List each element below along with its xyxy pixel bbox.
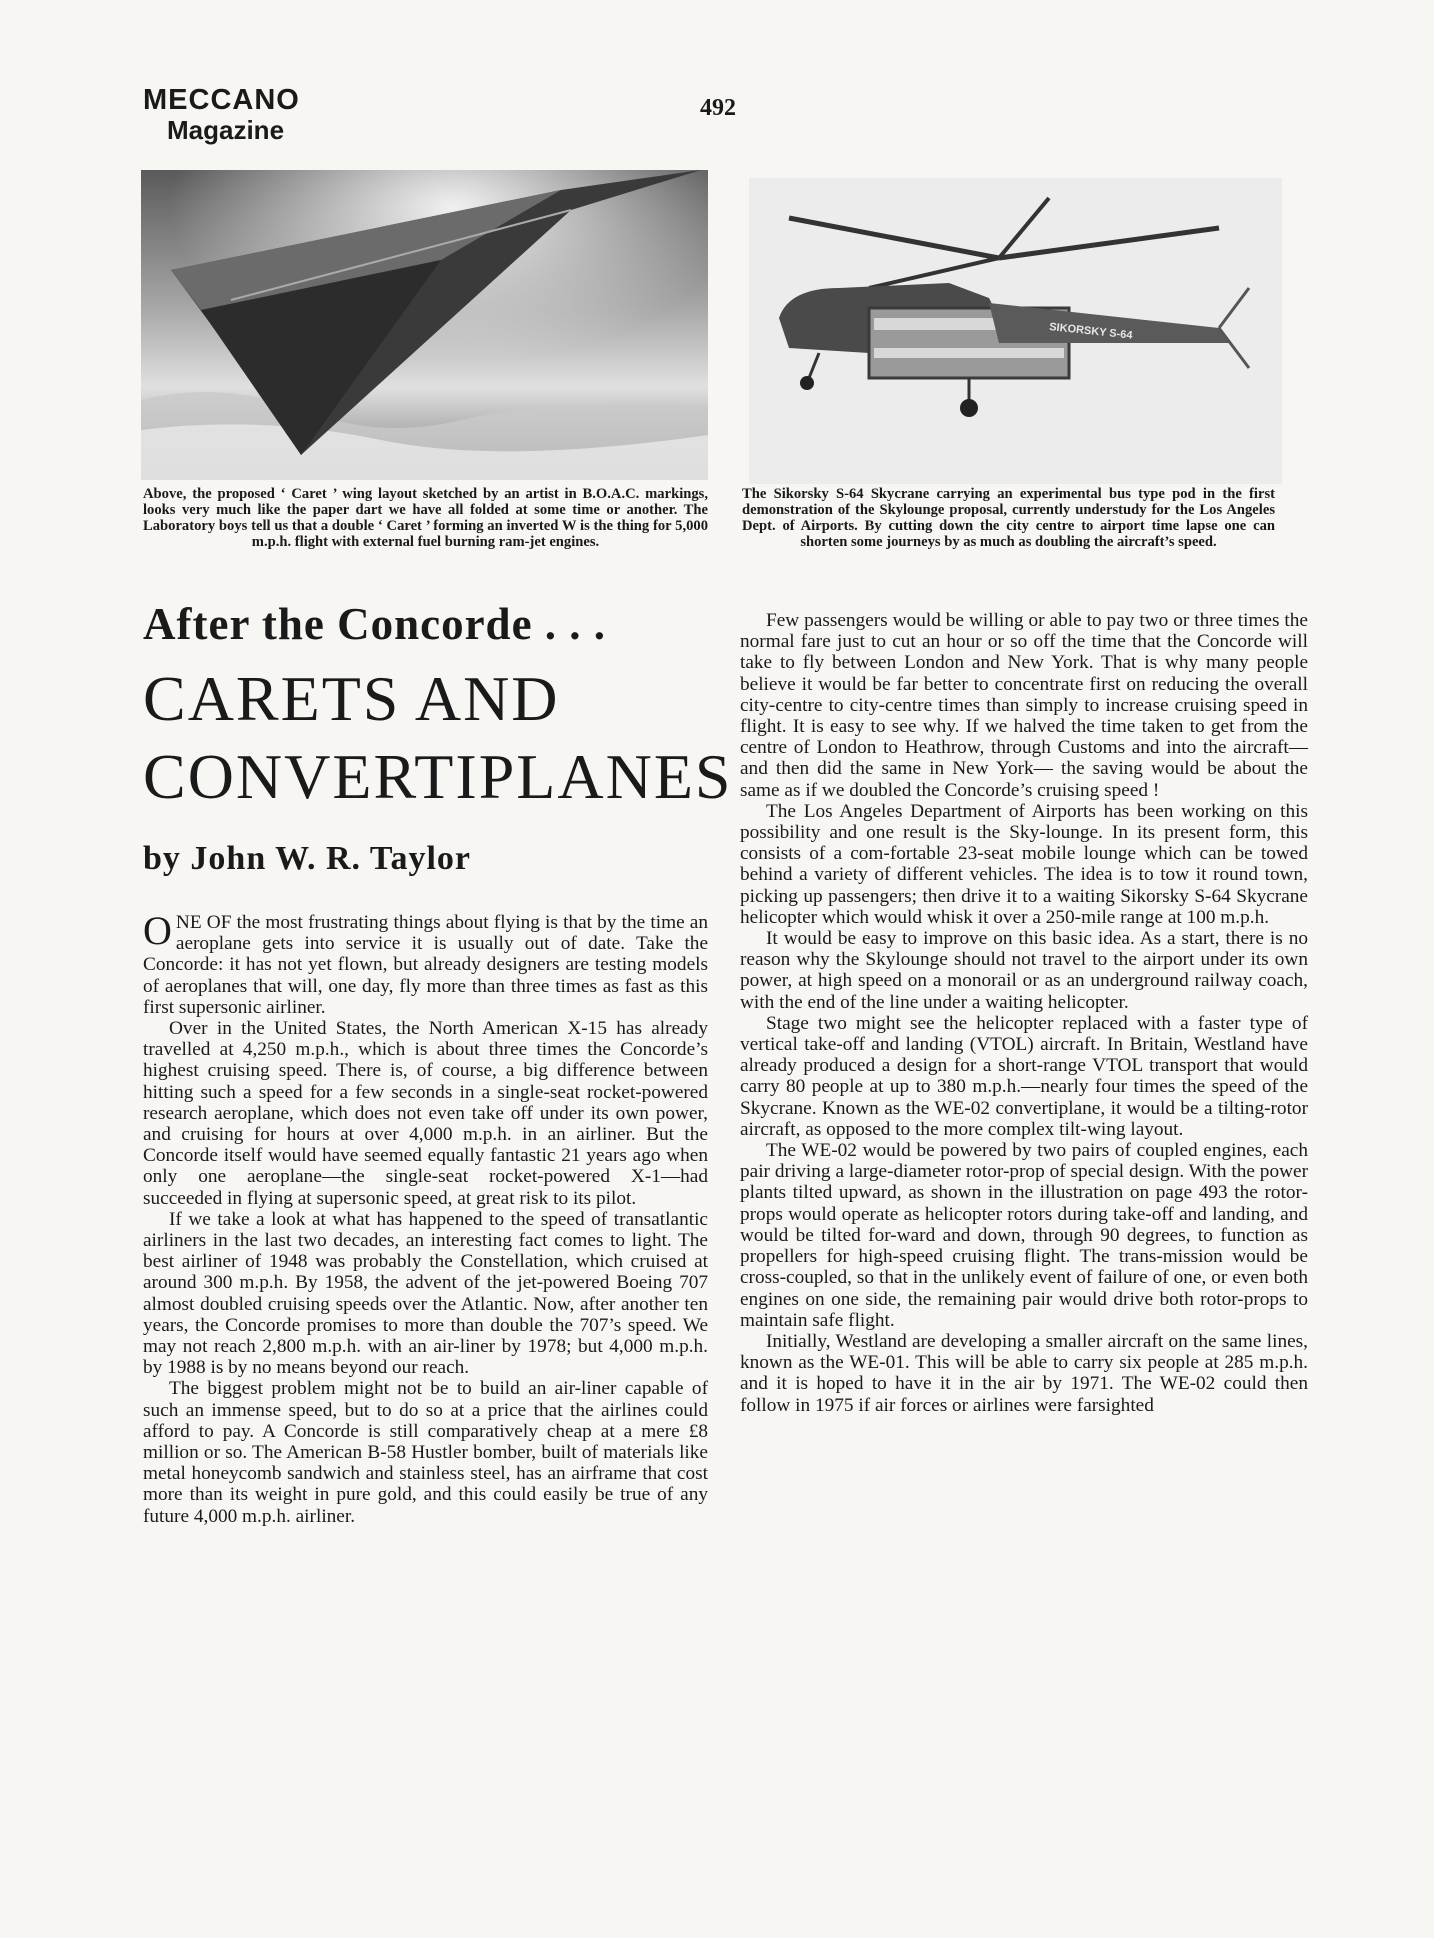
article-headline: [143, 660, 733, 816]
drop-cap: O: [143, 908, 172, 953]
masthead: [143, 86, 300, 143]
masthead-subtitle: Magazine: [167, 115, 285, 145]
body-paragraph: Few passengers would be willing or able to pay two or three times the normal fare just to cut an hour or so off the time that the Concorde will take to fly between London and New York. That is why many people believe it would be far better to concentrate first on reducing the overall city-centre to city-centre times than simply to increase cruising speed in flight. It is easy to see why. If we halved the time taken to get from the centre of London to Heathrow, through Customs and into the aircraft—and then did the same in New York— the saving would be about the same as if we doubled the Concorde’s cruising speed !: [740, 610, 1308, 801]
caret-photo-caption: Above, the proposed ‘ Caret ’ wing layout sketched by an artist in B.O.A.C. markings, looks very much like the paper dart we have all folded at some time or another. The Laboratory boys tell us that a double ‘ Caret ’ forming an inverted W is the thing for 5,000 m.p.h. flight with external fuel burning ram-jet engines.: [143, 486, 708, 550]
body-paragraph: Initially, Westland are developing a smaller aircraft on the same lines, known as the WE-01. This will be able to carry six people at 285 m.p.h. and it is hoped to have it in the air by 1971. The WE-02 could then follow in 1975 if air forces or airlines were farsighted: [740, 1330, 1308, 1416]
body-paragraph: Over in the United States, the North American X-15 has already travelled at 4,250 m.p.h., which is about three times the Concorde’s highest cruising speed. There is, of course, a big difference between hitting such a speed for a few seconds in a single-seat rocket-powered research aeroplane, which does not even take off under its own power, and cruising for hours at over 4,000 m.p.h. in an airliner. But the Concorde itself would have seemed equally fantastic 21 years ago when only one aeroplane—the single-seat rocket-powered X-1—had succeeded in flying at supersonic speed, at great risk to its pilot.: [143, 1018, 708, 1209]
article-column-right: [740, 610, 1308, 1416]
body-paragraph: ONE OF the most frustrating things about flying is that by the time an aeroplane gets into service it is usually out of date. Take the Concorde: it has not yet flown, but already designers are testing models of aeroplanes that will, one day, fly more than three times as fast as this first supersonic airliner.: [143, 908, 708, 1018]
page-number: 492: [700, 95, 736, 121]
body-paragraph: If we take a look at what has happened to the speed of transatlantic airliners in the last two decades, an interesting fact comes to light. The best airliner of 1948 was probably the Constellation, which cruised at around 300 m.p.h. By 1958, the advent of the jet-powered Boeing 707 almost doubled cruising speeds over the Atlantic. Now, after another ten years, the Concorde promises to more than double the 707’s speed. We may not reach 2,800 m.p.h. with an air-liner by 1978; but 4,000 m.p.h. by 1988 is by no means beyond our reach.: [143, 1208, 708, 1379]
masthead-title: MECCANO: [143, 84, 300, 116]
helicopter-marking: SIKORSKY S-64: [1048, 321, 1134, 342]
article-column-left: [143, 908, 708, 1527]
headline-line-1: CARETS AND: [143, 663, 560, 734]
headline-line-2: CONVERTIPLANES: [143, 741, 733, 812]
article-kicker: After the Concorde . . .: [143, 599, 607, 649]
skycrane-photo-caption: The Sikorsky S-64 Skycrane carrying an experimental bus type pod in the first demonstration of the Skylounge proposal, currently understudy for the Los Angeles Dept. of Airports. By cutting down the city centre to airport time lapse one can shorten some journeys by as much as doubling the aircraft’s speed.: [742, 486, 1275, 550]
body-paragraph: The WE-02 would be powered by two pairs of coupled engines, each pair driving a large-diameter rotor-prop of special design. With the power plants tilted upward, as shown in the illustration on page 493 the rotor-props would operate as helicopter rotors during take-off and landing, and would be tilted for-ward and down, through 90 degrees, to function as propellers for high-speed cruising flight. The trans-mission would be cross-coupled, so that in the unlikely event of failure of one, or even both engines on one side, the remaining pair would drive both rotor-props to maintain safe flight.: [740, 1140, 1308, 1331]
body-paragraph: The biggest problem might not be to build an air-liner capable of such an immense speed, but to do so at a price that the airlines could afford to pay. A Concorde is still comparatively cheap at a mere £8 million or so. The American B-58 Hustler bomber, built of materials like metal honeycomb sandwich and stainless steel, has an airframe that cost more than its weight in pure gold, and this could easily be true of any future 4,000 m.p.h. airliner.: [143, 1378, 708, 1527]
body-paragraph: The Los Angeles Department of Airports has been working on this possibility and one result is the Sky-lounge. In its present form, this consists of a com-fortable 23-seat mobile lounge which can be towed behind a variety of different vehicles. The idea is to tow it round town, picking up passengers; then drive it to a waiting Sikorsky S-64 Skycrane helicopter which would whisk it over a 250-mile range at 100 m.p.h.: [740, 800, 1308, 928]
article-byline: by John W. R. Taylor: [143, 840, 472, 877]
body-paragraph: It would be easy to improve on this basic idea. As a start, there is no reason why the Skylounge should not travel to the airport under its own power, at high speed on a monorail or as an underground railway coach, with the end of the line under a waiting helicopter.: [740, 928, 1308, 1013]
caret-wing-photo: [141, 170, 708, 480]
skycrane-photo: [749, 178, 1282, 484]
body-paragraph: Stage two might see the helicopter replaced with a faster type of vertical take-off and landing (VTOL) aircraft. In Britain, Westland have already produced a design for a short-range VTOL transport that would carry 80 people at up to 380 m.p.h.—nearly four times the speed of the Skycrane. Known as the WE-02 convertiplane, it would be a tilting-rotor aircraft, as opposed to the more complex tilt-wing layout.: [740, 1012, 1308, 1140]
